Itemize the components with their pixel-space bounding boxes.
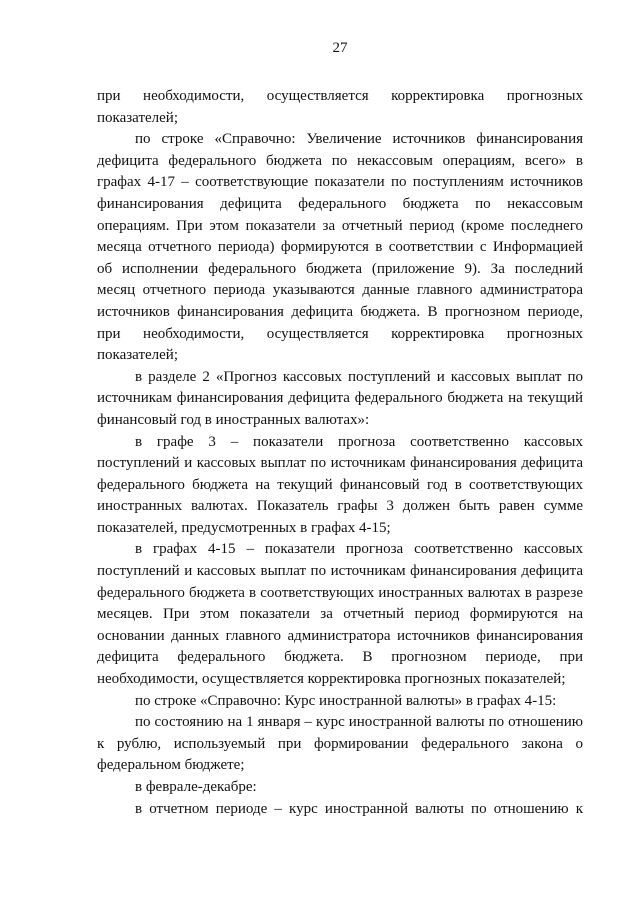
text-line: основании данных главного администратора источников финансирования [97, 627, 583, 644]
text-line: по строке «Справочно: Увеличение источников финансирования [135, 131, 583, 148]
text-line: показателей; [97, 347, 178, 364]
paragraph [97, 367, 583, 432]
text-line: финансирования дефицита федерального бюджета по некассовым [97, 195, 583, 212]
text-line: поступлений и кассовых выплат по источникам финансирования дефицита [97, 455, 583, 472]
paragraph [97, 86, 583, 129]
text-line: при необходимости, осуществляется корректировка прогнозных [97, 325, 583, 342]
text-line: дефицита федерального бюджета. В прогнозном периоде, при [97, 649, 583, 666]
text-line: финансовый год в иностранных валютах»: [97, 411, 370, 428]
text-line: при необходимости, осуществляется корректировка прогнозных [97, 88, 583, 104]
text-line: к рублю, используемый при формировании федерального закона о [97, 735, 583, 752]
paragraph [97, 432, 583, 540]
text-line: месяцев. При этом показатели за отчетный период формируются на [97, 606, 583, 623]
text-line: в отчетном периоде – курс иностранной валюты по отношению к [135, 800, 583, 817]
text-line: месяц отчетного периода указываются данные главного администратора [97, 282, 583, 299]
document-body [97, 86, 583, 820]
paragraph [97, 129, 583, 367]
text-line: по строке «Справочно: Курс иностранной валюты» в графах 4-15: [135, 692, 557, 709]
text-line: в графах 4-15 – показатели прогноза соответственно кассовых [135, 541, 583, 558]
text-line: дефицита федерального бюджета по некассовым операциям, всего» в [97, 152, 583, 169]
text-line: операциям. При этом показатели за отчетный период (кроме последнего [97, 217, 583, 234]
text-line: необходимости, осуществляется корректировка прогнозных показателей; [97, 671, 566, 688]
paragraph [97, 712, 583, 777]
text-line: федерального бюджета в соответствующих иностранных валютах в разрезе [97, 584, 583, 601]
text-line: поступлений и кассовых выплат по источникам финансирования дефицита [97, 563, 583, 580]
text-line: по состоянию на 1 января – курс иностранной валюты по отношению [135, 714, 583, 731]
text-line: в разделе 2 «Прогноз кассовых поступлений и кассовых выплат по [135, 368, 583, 385]
text-line: в графе 3 – показатели прогноза соответственно кассовых [135, 433, 583, 450]
text-line: графах 4-17 – соответствующие показатели по поступлениям источников [97, 174, 583, 191]
text-line: федерального бюджета на текущий финансовый год в соответствующих [97, 476, 583, 493]
text-line: источников финансирования дефицита бюджета. В прогнозном периоде, [97, 303, 583, 320]
text-line: источникам финансирования дефицита федерального бюджета на текущий [97, 390, 583, 407]
text-line: показателей, предусмотренных в графах 4-15; [97, 519, 391, 536]
text-line: иностранных валютах. Показатель графы 3 должен быть равен сумме [97, 498, 583, 515]
text-line: месяца отчетного периода) формируются в соответствии с Информацией [97, 239, 583, 256]
paragraph [97, 799, 583, 821]
text-line: в феврале-декабре: [135, 779, 257, 795]
text-line: федеральном бюджете; [97, 757, 245, 774]
paragraph [97, 539, 583, 690]
paragraph [97, 777, 583, 799]
paragraph [97, 691, 583, 713]
text-line: об исполнении федерального бюджета (приложение 9). За последний [97, 260, 583, 277]
page-number: 27 [332, 40, 348, 56]
text-line: показателей; [97, 109, 178, 126]
